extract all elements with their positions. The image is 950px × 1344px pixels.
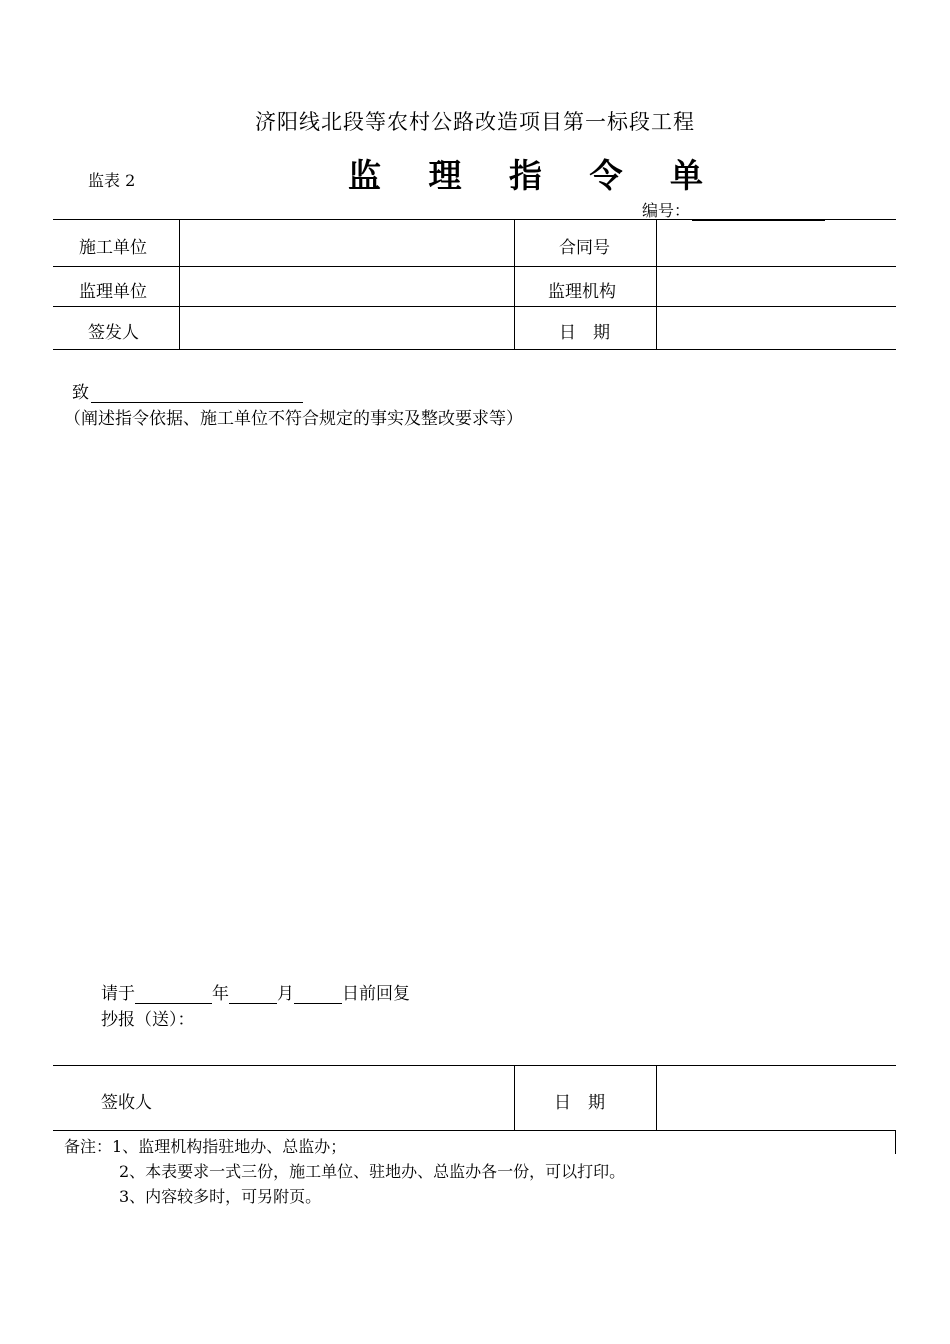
supervision-org-label: 监理机构 [548, 282, 616, 302]
reply-prefix: 请于 [101, 984, 135, 1004]
receipt-table-bottom-border [53, 1130, 896, 1131]
supervision-org-value[interactable] [658, 268, 895, 305]
supervision-unit-label: 监理单位 [79, 282, 147, 302]
notes-line-1 [64, 1134, 346, 1157]
serial-number-field [642, 198, 825, 221]
note-item-3: 3、内容较多时，可另附页。 [119, 1187, 322, 1206]
addressee-blank[interactable] [91, 382, 303, 403]
form-code: 监表 2 [88, 171, 136, 190]
reply-year-blank[interactable] [135, 983, 212, 1004]
month-label: 月 [277, 984, 294, 1004]
project-title: 济阳线北段等农村公路改造项目第一标段工程 [255, 110, 695, 134]
supervision-unit-value[interactable] [181, 268, 513, 305]
receipt-date-label: 日 期 [554, 1093, 605, 1113]
receipt-table-top-border [53, 1065, 896, 1066]
contract-no-label: 合同号 [559, 238, 610, 258]
addressee-field [72, 378, 303, 403]
receipt-table-col-divider-2 [656, 1065, 657, 1130]
contract-no-value[interactable] [658, 221, 895, 265]
issue-date-label: 日 期 [559, 323, 610, 343]
info-table-col-divider-3 [656, 219, 657, 349]
reply-month-blank[interactable] [229, 983, 277, 1004]
issuer-value[interactable] [181, 308, 513, 348]
receiver-label: 签收人 [101, 1093, 152, 1113]
info-table-bottom-border [53, 349, 896, 350]
construction-unit-label: 施工单位 [79, 238, 147, 258]
reply-day-blank[interactable] [294, 983, 342, 1004]
info-table-col-divider-1 [179, 219, 180, 349]
serial-label: 编号： [642, 201, 691, 220]
reply-deadline [101, 979, 410, 1004]
receiver-value[interactable] [55, 1067, 513, 1129]
instruction-hint: （阐述指令依据、施工单位不符合规定的事实及整改要求等） [64, 409, 523, 429]
receipt-date-value[interactable] [658, 1067, 895, 1129]
issuer-label: 签发人 [88, 323, 139, 343]
cc-label: 抄报（送）： [101, 1010, 195, 1030]
issue-date-value[interactable] [658, 308, 895, 348]
note-item-2: 2、本表要求一式三份，施工单位、驻地办、总监办各一份，可以打印。 [119, 1162, 626, 1181]
notes-right-border [895, 1130, 896, 1154]
year-label: 年 [212, 984, 229, 1004]
receipt-table-col-divider-1 [514, 1065, 515, 1130]
construction-unit-value[interactable] [181, 221, 513, 265]
info-table-col-divider-2 [514, 219, 515, 349]
day-suffix: 日前回复 [342, 984, 410, 1004]
notes-label: 备注： [64, 1137, 113, 1156]
note-item-1: 1、监理机构指驻地办、总监办； [112, 1137, 347, 1156]
form-title: 监 理 指 令 单 [348, 156, 721, 195]
to-label: 致 [72, 383, 89, 403]
instruction-content-area[interactable] [64, 430, 894, 970]
